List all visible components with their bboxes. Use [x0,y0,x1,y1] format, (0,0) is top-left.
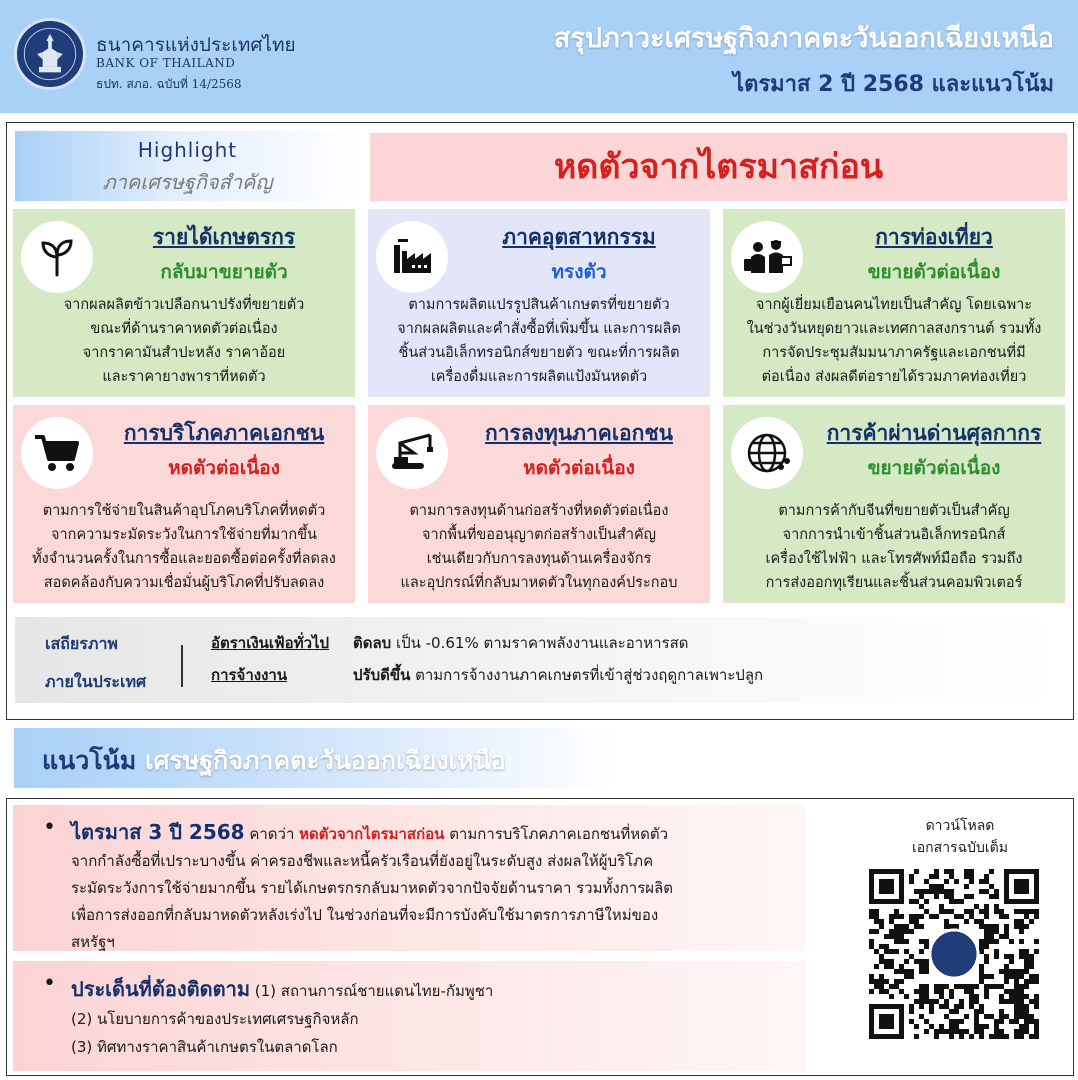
stability-label: เสถียรภาพ [45,634,118,653]
card-title: การบริโภคภาคเอกชน [123,421,325,445]
cart-icon [21,417,93,489]
card-border-trade [723,405,1065,603]
card-title: การท่องเที่ยว [875,225,993,249]
card-description: ตามการลงทุนด้านก่อสร้างที่หดตัวต่อเนื่อง จากพื้นที่ขออนุญาตก่อสร้างเป็นสำคัญ เช่นเดียวกับการลงทุนด้านเครื่องจักร และอุปกรณ์ที่กลับมาหดตัวในทุกองค์ประกอบ [400,503,678,591]
card-industry [368,209,710,397]
stability-label: ภายในประเทศ [45,672,147,691]
highlight-section [6,122,1074,720]
summary-banner: หดตัวจากไตรมาสก่อน [370,133,1067,201]
q3-outlook [13,805,805,951]
factory-icon [376,221,448,293]
plant-icon [21,221,93,293]
divider [181,645,183,687]
card-description: จากผู้เยี่ยมเยือนคนไทยเป็นสำคัญ โดยเฉพาะ ในช่วงวันหยุดยาวและเทศกาลสงกรานต์ รวมทั้ง การจัดประชุมสัมมนาภาครัฐและเอกชนที่มี ต่อเนื่อง ส่งผลดีต่อรายได้รวมภาคท่องเที่ยว [746,297,1042,385]
card-status: ทรงตัว [551,261,607,283]
outlook-heading: แนวโน้ม เศรษฐกิจภาคตะวันออกเฉียงเหนือ [14,728,614,788]
bank-name-th: ธนาคารแห่งประเทศไทย [96,34,296,56]
globe-network-icon [731,417,803,489]
qr-code[interactable] [869,869,1039,1039]
page-title: สรุปภาวะเศรษฐกิจภาคตะวันออกเฉียงเหนือ [553,23,1054,54]
watch-text: ประเด็นที่ต้องติดตาม (1) สถานการณ์ชายแดนไทย-กัมพูชา (2) นโยบายการค้าของประเทศเศรษฐกิจหลัก (3) ทิศทางราคาสินค้าเกษตรในตลาดโลก [71,977,494,1056]
bank-name-en: BANK OF THAILAND [96,56,236,70]
card-status: ขยายตัวต่อเนื่อง [867,261,1001,283]
card-status: หดตัวต่อเนื่อง [168,457,280,479]
domestic-stability [15,617,1065,703]
tourist-icon [731,221,803,293]
card-status: ขยายตัวต่อเนื่อง [867,457,1001,479]
card-title: รายได้เกษตรกร [152,225,296,249]
header [0,0,1078,113]
card-title: การค้าผ่านด่านศุลกากร [826,421,1042,445]
bullet: • [43,815,56,840]
card-description: ตามการผลิตแปรรูปสินค้าเกษตรที่ขยายตัว จากผลผลิตและคำสั่งซื้อที่เพิ่มขึ้น และการผลิต ชิ้นส่วนอิเล็กทรอนิกส์ขยายตัว ขณะที่การผลิต เครื่องดื่มและการผลิตแป้งมันหดตัว [397,297,681,385]
card-description: ตามการค้ากับจีนที่ขยายตัวเป็นสำคัญ จากการนำเข้าชิ้นส่วนอิเล็กทรอนิกส์ เครื่องใช้ไฟฟ้า และโทรศัพท์มือถือ รวมถึง การส่งออกทุเรียนและชิ้นส่วนคอมพิวเตอร์ [765,503,1023,591]
employment-row: การจ้างงาน ปรับดีขึ้น ตามการจ้างงานภาคเกษตรที่เข้าสู่ช่วงฤดูกาลเพาะปลูก [211,666,764,684]
download-label: ดาวน์โหลด เอกสารฉบับเต็ม [911,818,1008,856]
card-status: กลับมาขยายตัว [160,261,288,283]
card-description: ตามการใช้จ่ายในสินค้าอุปโภคบริโภคที่หดตัว จากความระมัดระวังในการใช้จ่ายที่มากขึ้น ทั้งจำนวนครั้งในการซื้อและยอดซื้อต่อครั้งที่ลดลง สอดคล้องกับความเชื่อมั่นผู้บริโภคที่ปรับลดลง [32,503,336,591]
inflation-row: อัตราเงินเฟ้อทั่วไป ติดลบ เป็น -0.61% ตามราคาพลังงานและอาหารสด [211,634,689,652]
page-subtitle: ไตรมาส 2 ปี 2568 และแนวโน้ม [733,72,1054,97]
q3-text: ไตรมาส 3 ปี 2568 คาดว่า หดตัวจากไตรมาสก่อน ตามการบริโภคภาคเอกชนที่หดตัว จากกำลังซื้อที่เปราะบางขึ้น ค่าครองชีพและหนี้ครัวเรือนที่ยังอยู่ในระดับสูง ส่งผลให้ผู้บริโภค ระมัดระวังการใช้จ่ายมากขึ้น รายได้เกษตรกรกลับมาหดตัวจากปัจจัยด้านราคา รวมทั้งการผลิต เพื่อการส่งออกที่กลับมาหดตัวหลังเร่งไป ในช่วงก่อนที่จะมีการบังคับใช้มาตรการภาษีใหม่ของ สหรัฐฯ [71,820,673,951]
bank-logo [14,18,86,90]
card-private-investment [368,405,710,603]
card-farm-income [13,209,355,397]
bullet: • [43,971,56,996]
crane-icon [376,417,448,489]
card-private-consumption [13,405,355,603]
card-title: การลงทุนภาคเอกชน [485,421,673,445]
card-status: หดตัวต่อเนื่อง [523,457,635,479]
card-tourism [723,209,1065,397]
highlight-subtitle: ภาคเศรษฐกิจสำคัญ [102,170,273,194]
outlook-section [6,798,1074,1076]
issue-number: ธปท. สภอ. ฉบับที่ 14/2568 [96,77,242,91]
card-title: ภาคอุตสาหกรรม [502,225,656,249]
highlight-label [15,131,360,201]
watch-issues [13,961,805,1071]
card-description: จากผลผลิตข้าวเปลือกนาปรังที่ขยายตัว ขณะที่ด้านราคาหดตัวต่อเนื่อง จากราคามันสำปะหลัง ราคาอ้อย และราคายางพาราที่หดตัว [63,297,305,385]
highlight-title: Highlight [137,138,238,162]
